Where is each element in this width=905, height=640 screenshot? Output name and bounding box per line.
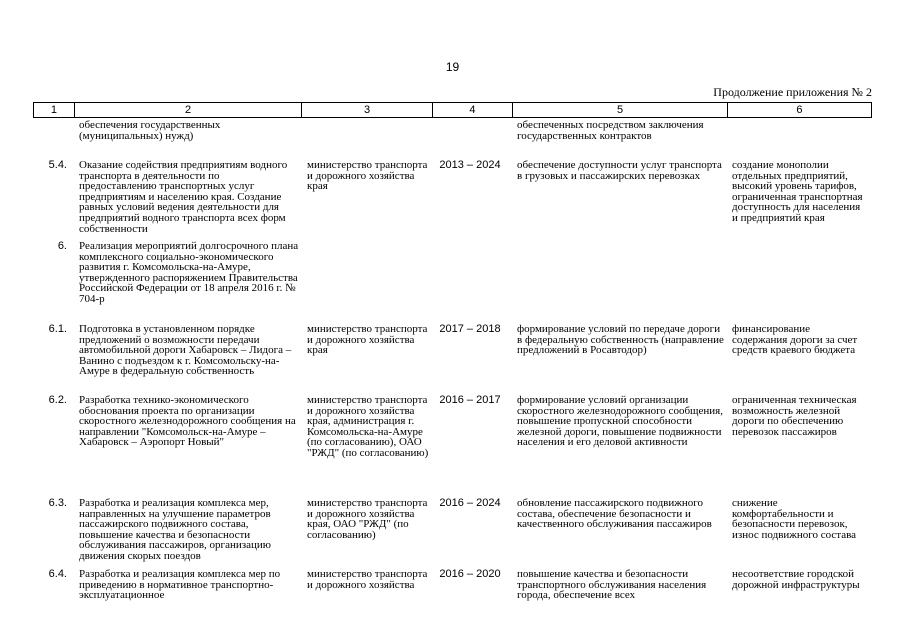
cell-num: 6.1. [48,323,67,335]
cell-risk [726,241,870,305]
cell-result: обеспеченных посредством заключения государственных контрактов [517,119,704,142]
cell-num: 6. [57,240,67,252]
cell-name: обеспечения государственных (муниципальных) нужд) [79,119,221,142]
cell-exec: министерство транспорта и дорожного хозяйства края [307,159,428,193]
cell-exec: министерство транспорта и дорожного хозяйства края [307,323,428,357]
cell-period: 2013 – 2024 [439,159,501,171]
cell-result: формирование условий организации скоростного железнодорожного сообщения, повышение пропускной способности железной дороги, повышение подвижности населения и его деловой активности [517,394,723,449]
cell-num [33,120,73,141]
cell-num: 5.4. [48,159,67,171]
cell-name: Разработка и реализация комплекса мер, направленных на улучшение параметров пассажирского подвижного состава, повышение качества и безопасности обслуживания пассажиров, организацию движения скорых поездов [79,497,271,562]
table-row [33,569,872,601]
cell-result: обновление пассажирского подвижного состава, обеспечение безопасности и качественного обслуживания пассажиров [517,497,712,531]
cell-risk: снижение комфортабельности и безопасности перевозок, износ подвижного состава [732,497,857,541]
continuation-label: Продолжение приложения № 2 [713,85,872,99]
cell-risk: несоответствие городской дорожной инфраструктуры [732,568,860,591]
cell-risk: ограниченная техническая возможность железной дороги по обеспечению перевозок пассажиров [732,394,857,438]
cell-result: обеспечение доступности услуг транспорта в грузовых и пассажирских перевозках [517,159,722,182]
cell-num: 6.4. [48,568,67,580]
page-number: 19 [445,60,460,74]
cell-risk: финансирование содержания дороги за счет средств краевого бюджета [732,323,858,357]
header-col-3: 3 [301,103,431,117]
cell-name: Реализация мероприятий долгосрочного плана комплексного социально-экономического развития г. Комсомольска-на-Амуре, утвержденного распоряжением Правительства Российской Федерации от 18 апреля 2016 г. № 704-р [79,240,299,305]
cell-risk: создание монополии отдельных предприятий, высокий уровень тарифов, ограниченная транспортная доступность для населения и предприятий края [732,159,863,224]
cell-exec: министерство транспорта и дорожного хозяйства края, ОАО "РЖД" (по согласованию) [307,497,428,541]
header-row [33,102,872,118]
table-header [33,102,872,118]
table-row [33,160,872,234]
cell-period: 2016 – 2020 [439,568,501,580]
cell-result [511,241,726,305]
cell-name: Разработка и реализация комплекса мер по приведению в нормативное транспортно-эксплуатационное [79,568,281,602]
cell-period [431,241,511,305]
cell-period: 2016 – 2024 [439,497,501,509]
cell-period [431,120,511,141]
header-col-6: 6 [727,103,871,117]
cell-period: 2016 – 2017 [439,394,501,406]
table-row [33,498,872,562]
header-col-2: 2 [74,103,302,117]
cell-result: повышение качества и безопасности транспортного обслуживания населения города, обеспечение всех [517,568,707,602]
table-row [33,241,872,305]
cell-exec [301,120,431,141]
header-col-4: 4 [432,103,513,117]
header-col-5: 5 [512,103,727,117]
cell-risk [726,120,870,141]
cell-name: Подготовка в установленном порядке предложений о возможности передачи автомобильной дороги Хабаровск – Лидога – Ванино с подъездом к г. Комсомольску-на-Амуре в федеральную собственность [79,323,292,378]
cell-exec [301,241,431,305]
table-row [33,395,872,459]
cell-exec: министерство транспорта и дорожного хозяйства края, администрация г. Комсомольска-на-Амуре (по согласованию), ОАО "РЖД" (по согласованию) [307,394,429,459]
cell-name: Разработка технико-экономического обоснования проекта по организации скоростного железнодорожного сообщения на направлении "Комсомольск-на-Амуре – Хабаровск – Аэропорт Новый" [79,394,296,449]
cell-num: 6.2. [48,394,67,406]
cell-num: 6.3. [48,497,67,509]
cell-period: 2017 – 2018 [439,323,501,335]
cell-result: формирование условий по передаче дороги в федеральную собственность (направление предложений в Росавтодор) [517,323,724,357]
table-row [33,324,872,377]
cell-exec: министерство транспорта и дорожного хозяйства [307,568,428,591]
table-row [33,120,872,141]
cell-name: Оказание содействия предприятиям водного транспорта в деятельности по предоставлению транспортных услуг предприятиям и населению края. Создание равных условий ведения деятельности для предприятий водного транспорта всех форм собственности [79,159,288,235]
header-col-1: 1 [50,104,57,116]
